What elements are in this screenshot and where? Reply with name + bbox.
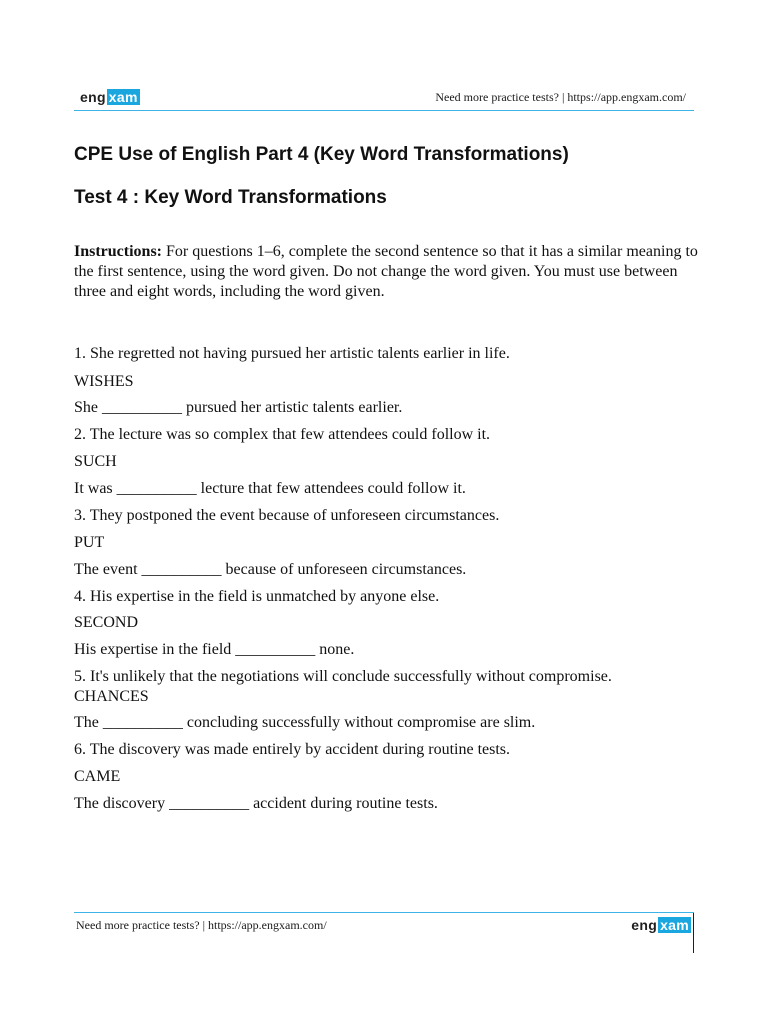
logo-eng-text: eng	[80, 89, 106, 105]
question-sentence: 2. The lecture was so complex that few attendees could follow it.	[74, 426, 491, 443]
engxam-logo[interactable]	[80, 89, 140, 105]
question-answer-line: It was __________ lecture that few attendees could follow it.	[74, 480, 466, 497]
footer-practice-link[interactable]: Need more practice tests? | https://app.engxam.com/	[76, 918, 327, 932]
question-answer-line: His expertise in the field __________ none.	[74, 641, 355, 658]
engxam-logo[interactable]	[631, 917, 691, 933]
header-practice-link[interactable]: Need more practice tests? | https://app.engxam.com/	[435, 90, 686, 104]
page-header	[74, 84, 694, 111]
question-keyword: CAME	[74, 768, 121, 785]
logo-eng-text: eng	[631, 917, 658, 933]
question-keyword: SECOND	[74, 614, 139, 631]
question-sentence: 1. She regretted not having pursued her artistic talents earlier in life.	[74, 345, 510, 362]
question-keyword: PUT	[74, 534, 105, 551]
question-sentence: 6. The discovery was made entirely by accident during routine tests.	[74, 741, 511, 758]
question-answer-line: The event __________ because of unforeseen circumstances.	[74, 561, 467, 578]
question-keyword: CHANCES	[74, 688, 149, 705]
page-footer	[74, 912, 694, 953]
question-sentence: 4. His expertise in the field is unmatched by anyone else.	[74, 588, 440, 605]
page-title: CPE Use of English Part 4 (Key Word Transformations)	[74, 144, 569, 165]
logo-xam-text: xam	[660, 917, 689, 933]
question-sentence: 5. It's unlikely that the negotiations will conclude successfully without compromise.	[74, 668, 612, 685]
instructions-text: For questions 1–6, complete the second sentence so that it has a similar meaning to the first sentence, using the word given. Do not change the word given. You must use between three and eight words, including the word given.	[74, 243, 698, 300]
question-keyword: WISHES	[74, 373, 134, 390]
footer-divider	[693, 913, 695, 953]
question-answer-line: The discovery __________ accident during routine tests.	[74, 795, 438, 812]
question-sentence: 3. They postponed the event because of unforeseen circumstances.	[74, 507, 500, 524]
question-answer-line: The __________ concluding successfully without compromise are slim.	[74, 714, 536, 731]
instructions	[74, 242, 704, 302]
instructions-label: Instructions:	[74, 243, 163, 260]
question-keyword: SUCH	[74, 453, 117, 470]
test-title: Test 4 : Key Word Transformations	[74, 187, 387, 208]
question-answer-line: She __________ pursued her artistic talents earlier.	[74, 399, 403, 416]
logo-xam-text: xam	[108, 89, 138, 105]
